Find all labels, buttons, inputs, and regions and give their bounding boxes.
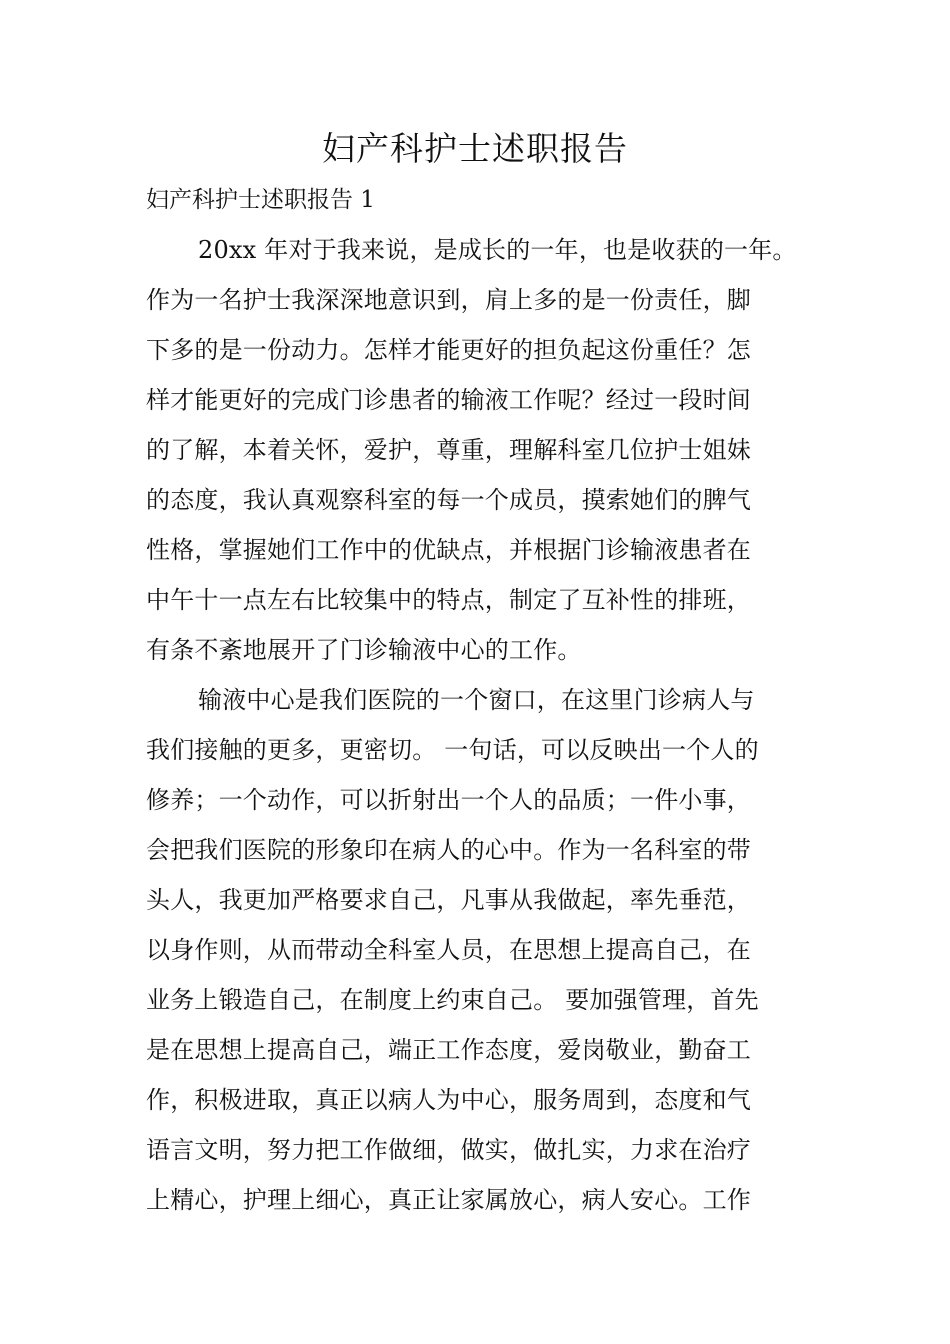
paragraph-line: 会把我们医院的形象印在病人的心中。作为一名科室的带 — [146, 836, 751, 864]
paragraph-line: 的态度，我认真观察科室的每一个成员，摸索她们的脾气 — [146, 486, 751, 514]
paragraph-1 — [146, 225, 836, 675]
paragraph-line: 输液中心是我们医院的一个窗口，在这里门诊病人与 — [198, 686, 755, 714]
paragraph-line: 作为一名护士我深深地意识到，肩上多的是一份责任，脚 — [146, 286, 751, 314]
document-title: 妇产科护士述职报告 — [322, 129, 628, 168]
paragraph-line: 性格，掌握她们工作中的优缺点，并根据门诊输液患者在 — [146, 536, 751, 564]
paragraph-line: 作，积极进取，真正以病人为中心，服务周到，态度和气 — [146, 1086, 751, 1114]
paragraph-line: 我们接触的更多，更密切。 一句话，可以反映出一个人的 — [146, 736, 759, 764]
paragraph-line: 20xx 年对于我来说，是成长的一年，也是收获的一年。 — [198, 236, 797, 264]
paragraph-line: 上精心，护理上细心，真正让家属放心，病人安心。工作 — [146, 1186, 751, 1214]
paragraph-line: 样才能更好的完成门诊患者的输液工作呢？经过一段时间 — [146, 386, 751, 414]
paragraph-line: 是在思想上提高自己，端正工作态度，爱岗敬业，勤奋工 — [146, 1036, 751, 1064]
paragraph-line: 修养；一个动作，可以折射出一个人的品质；一件小事， — [146, 786, 751, 814]
paragraph-line: 下多的是一份动力。怎样才能更好的担负起这份重任？怎 — [146, 336, 751, 364]
paragraph-line: 有条不紊地展开了门诊输液中心的工作。 — [146, 636, 582, 664]
paragraph-line: 的了解，本着关怀，爱护，尊重，理解科室几位护士姐妹 — [146, 436, 751, 464]
document-subtitle: 妇产科护士述职报告 1 — [146, 187, 375, 213]
paragraph-line: 以身作则，从而带动全科室人员，在思想上提高自己，在 — [146, 936, 751, 964]
paragraph-line: 中午十一点左右比较集中的特点，制定了互补性的排班， — [146, 586, 751, 614]
paragraph-2 — [146, 675, 836, 1225]
paragraph-line: 头人，我更加严格要求自己，凡事从我做起，率先垂范， — [146, 886, 751, 914]
paragraph-line: 语言文明，努力把工作做细，做实，做扎实，力求在治疗 — [146, 1136, 751, 1164]
paragraph-line: 业务上锻造自己，在制度上约束自己。 要加强管理，首先 — [146, 986, 759, 1014]
